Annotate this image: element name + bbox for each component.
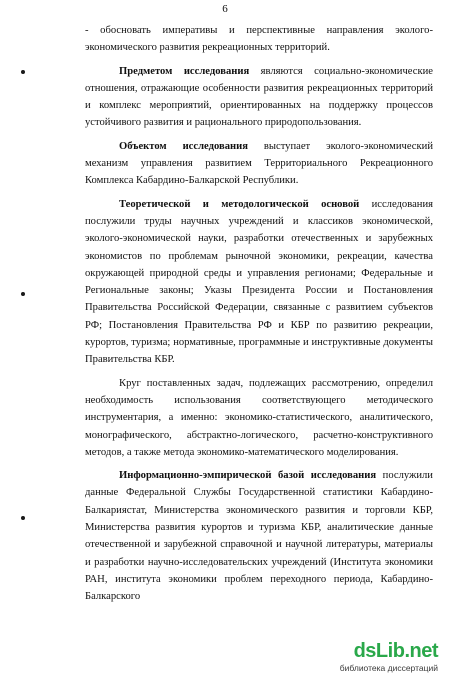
paragraph-methodology (85, 196, 433, 369)
paragraph-text: выступает эколого-экономический механизм управления развитием Территориального Рекреационного Комплекса Кабардино-Балкарской Республики. (85, 140, 433, 187)
paragraph-tasks (85, 22, 433, 57)
paragraph-subject (85, 63, 433, 132)
paragraph-text: Круг поставленных задач, подлежащих рассмотрению, определил необходимость использования соответствующего методического инструментария, а именно: экономико-статистического, аналитического, монографического, абстрактно-логического, расчетно-конструктивного методов, а также метода экономико-математического моделирования. (85, 377, 433, 458)
margin-dot-middle (21, 292, 25, 296)
paragraph-empirical-base (85, 467, 433, 605)
paragraph-text: исследования послужили труды научных учреждений и классиков экономической, эколого-экономической науки, разработки отечественных и зарубежных экономистов по проблемам рыночной экономики, рекреации, качества окружающей природной среды и управления регионами; Федеральные и Региональные законы; Указы Президента России и Постановления Правительства Российской Федерации, связанные с развитием субъектов РФ; Постановления Правительства РФ и КБР по развитию рекреации, курортов, туризма; нормативные, программные и инструктивные документы Правительства КБР. (85, 198, 433, 366)
logo-tld-text: .net (404, 640, 438, 662)
paragraph-text: - обосновать императивы и перспективные направления эколого-экономического развития рекреационных территорий. (85, 25, 433, 54)
watermark-subtitle: библиотека диссертаций (339, 663, 438, 673)
margin-dot-bottom (21, 516, 25, 520)
page-number: 6 (222, 3, 228, 15)
dslib-watermark (328, 640, 438, 676)
paragraph-term: Информационно-эмпирической базой исследования (119, 470, 377, 482)
paragraph-term: Теоретической и методологической основой (119, 198, 360, 210)
paragraph-methods (85, 375, 433, 461)
paragraph-text: являются социально-экономические отношения, отражающие особенности развития рекреационных территорий и комплекс мероприятий, ориентированных на поддержку процессов устойчивого развития и рационального природопользования. (85, 65, 433, 129)
document-body (85, 22, 433, 606)
margin-dot-top (21, 70, 25, 74)
paragraph-text: послужили данные Федеральной Службы Государственной статистики Кабардино-Балкариястат, Министерства экономического развития и торговли КБР, Министерства развития курортов и туризма КБР, аналитические данные отечественной и зарубежной справочной и научной литературы, материалы и разработки научно-исследовательских учреждений (Института экономики РАН, института экономики проблем переходного периода, Кабардино-Балкарского (85, 470, 433, 603)
dslib-logo (354, 640, 438, 663)
paragraph-term: Предметом исследования (119, 65, 250, 77)
paragraph-term: Объектом исследования (119, 140, 248, 152)
paragraph-object (85, 138, 433, 190)
logo-main-text: dsLib (353, 640, 405, 662)
